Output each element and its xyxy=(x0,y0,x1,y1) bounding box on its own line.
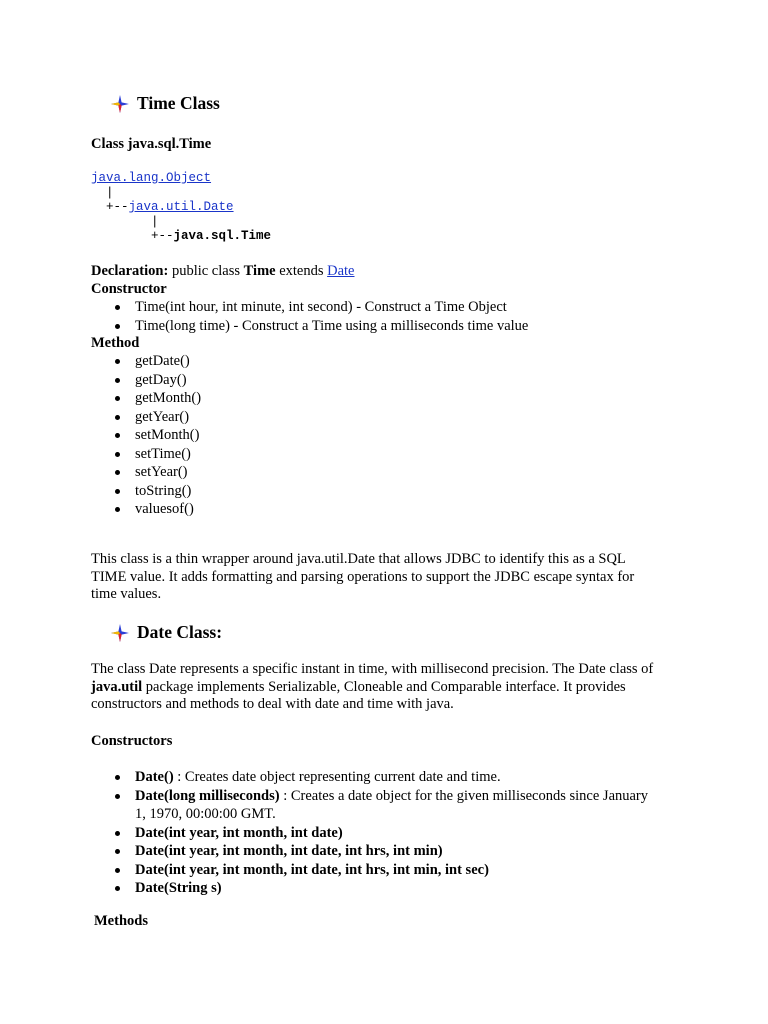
declaration-class-name: Time xyxy=(243,263,276,279)
constructors-label: Constructors xyxy=(91,733,173,749)
class-hierarchy xyxy=(91,171,271,244)
description-line: TIME value. It adds formatting and parsing operations to support the JDBC escape syntax for xyxy=(91,568,635,585)
constructor-signature: Date() xyxy=(135,769,174,785)
list-item: valuesof() xyxy=(91,500,201,519)
java-util-label: java.util xyxy=(91,678,143,695)
list-item: getYear() xyxy=(91,408,201,427)
constructor-description: : Creates a date object for the given milliseconds since January xyxy=(279,787,649,804)
time-method-list xyxy=(91,352,201,519)
list-item xyxy=(91,879,691,898)
constructor-label: Constructor xyxy=(91,281,167,297)
declaration-pre: public class xyxy=(168,263,244,279)
constructor-description-cont: 1, 1970, 00:00:00 GMT. xyxy=(135,806,276,822)
date-constructor-list xyxy=(91,768,691,898)
methods-label: Methods xyxy=(94,913,148,929)
list-item: getDay() xyxy=(91,371,201,390)
sparkle-star-icon xyxy=(111,624,129,642)
hierarchy-pipe-2: | xyxy=(151,214,159,229)
constructor-signature: Date(int year, int month, int date, int hrs, int min, int sec) xyxy=(135,861,489,878)
class-line: Class java.sql.Time xyxy=(91,136,212,152)
list-item: setMonth() xyxy=(91,426,201,445)
constructor-signature: Date(int year, int month, int date) xyxy=(135,824,343,841)
description-line: This class is a thin wrapper around java.util.Date that allows JDBC to identify this as a SQL xyxy=(91,551,626,567)
list-item xyxy=(91,824,691,843)
declaration-mid: extends xyxy=(275,263,328,279)
list-item: setTime() xyxy=(91,445,201,464)
date-link[interactable]: Date xyxy=(327,263,355,279)
time-description xyxy=(91,551,681,604)
declaration-line xyxy=(91,263,355,280)
sparkle-star-icon xyxy=(111,95,129,113)
intro-line: The class Date represents a specific instant in time, with millisecond precision. The Date class of xyxy=(91,661,654,677)
list-item xyxy=(91,787,691,824)
constructor-signature: Date(int year, int month, int date, int hrs, int min) xyxy=(135,843,443,859)
list-item: Time(int hour, int minute, int second) - Construct a Time Object xyxy=(91,298,528,317)
date-intro xyxy=(91,661,681,714)
intro-line-rest: package implements Serializable, Cloneable and Comparable interface. It provides xyxy=(142,678,626,695)
java-lang-object-link[interactable]: java.lang.Object xyxy=(91,171,212,185)
time-class-heading xyxy=(111,93,220,114)
description-line: time values. xyxy=(91,586,162,602)
java-sql-time-label: java.sql.Time xyxy=(173,229,272,243)
method-label: Method xyxy=(91,335,140,351)
list-item xyxy=(91,842,691,861)
list-item: setYear() xyxy=(91,463,201,482)
hierarchy-prefix-2: +-- xyxy=(151,229,174,243)
date-class-heading-text: Date Class: xyxy=(137,622,223,642)
intro-line xyxy=(91,679,681,697)
hierarchy-pipe: | xyxy=(106,185,114,200)
time-class-heading-text: Time Class xyxy=(137,93,220,113)
list-item: getMonth() xyxy=(91,389,201,408)
hierarchy-prefix: +-- xyxy=(106,200,129,214)
time-constructor-list xyxy=(91,298,528,335)
list-item xyxy=(91,768,691,787)
java-util-date-link[interactable]: java.util.Date xyxy=(128,200,234,214)
declaration-label: Declaration: xyxy=(91,263,169,279)
list-item: getDate() xyxy=(91,352,201,371)
list-item: toString() xyxy=(91,482,201,501)
constructor-signature: Date(long milliseconds) xyxy=(135,787,280,804)
list-item xyxy=(91,861,691,880)
date-class-heading xyxy=(111,622,222,643)
constructor-signature: Date(String s) xyxy=(135,880,222,896)
intro-line: constructors and methods to deal with date and time with java. xyxy=(91,696,454,712)
list-item: Time(long time) - Construct a Time using a milliseconds time value xyxy=(91,317,528,336)
constructor-description: : Creates date object representing current date and time. xyxy=(173,769,501,785)
